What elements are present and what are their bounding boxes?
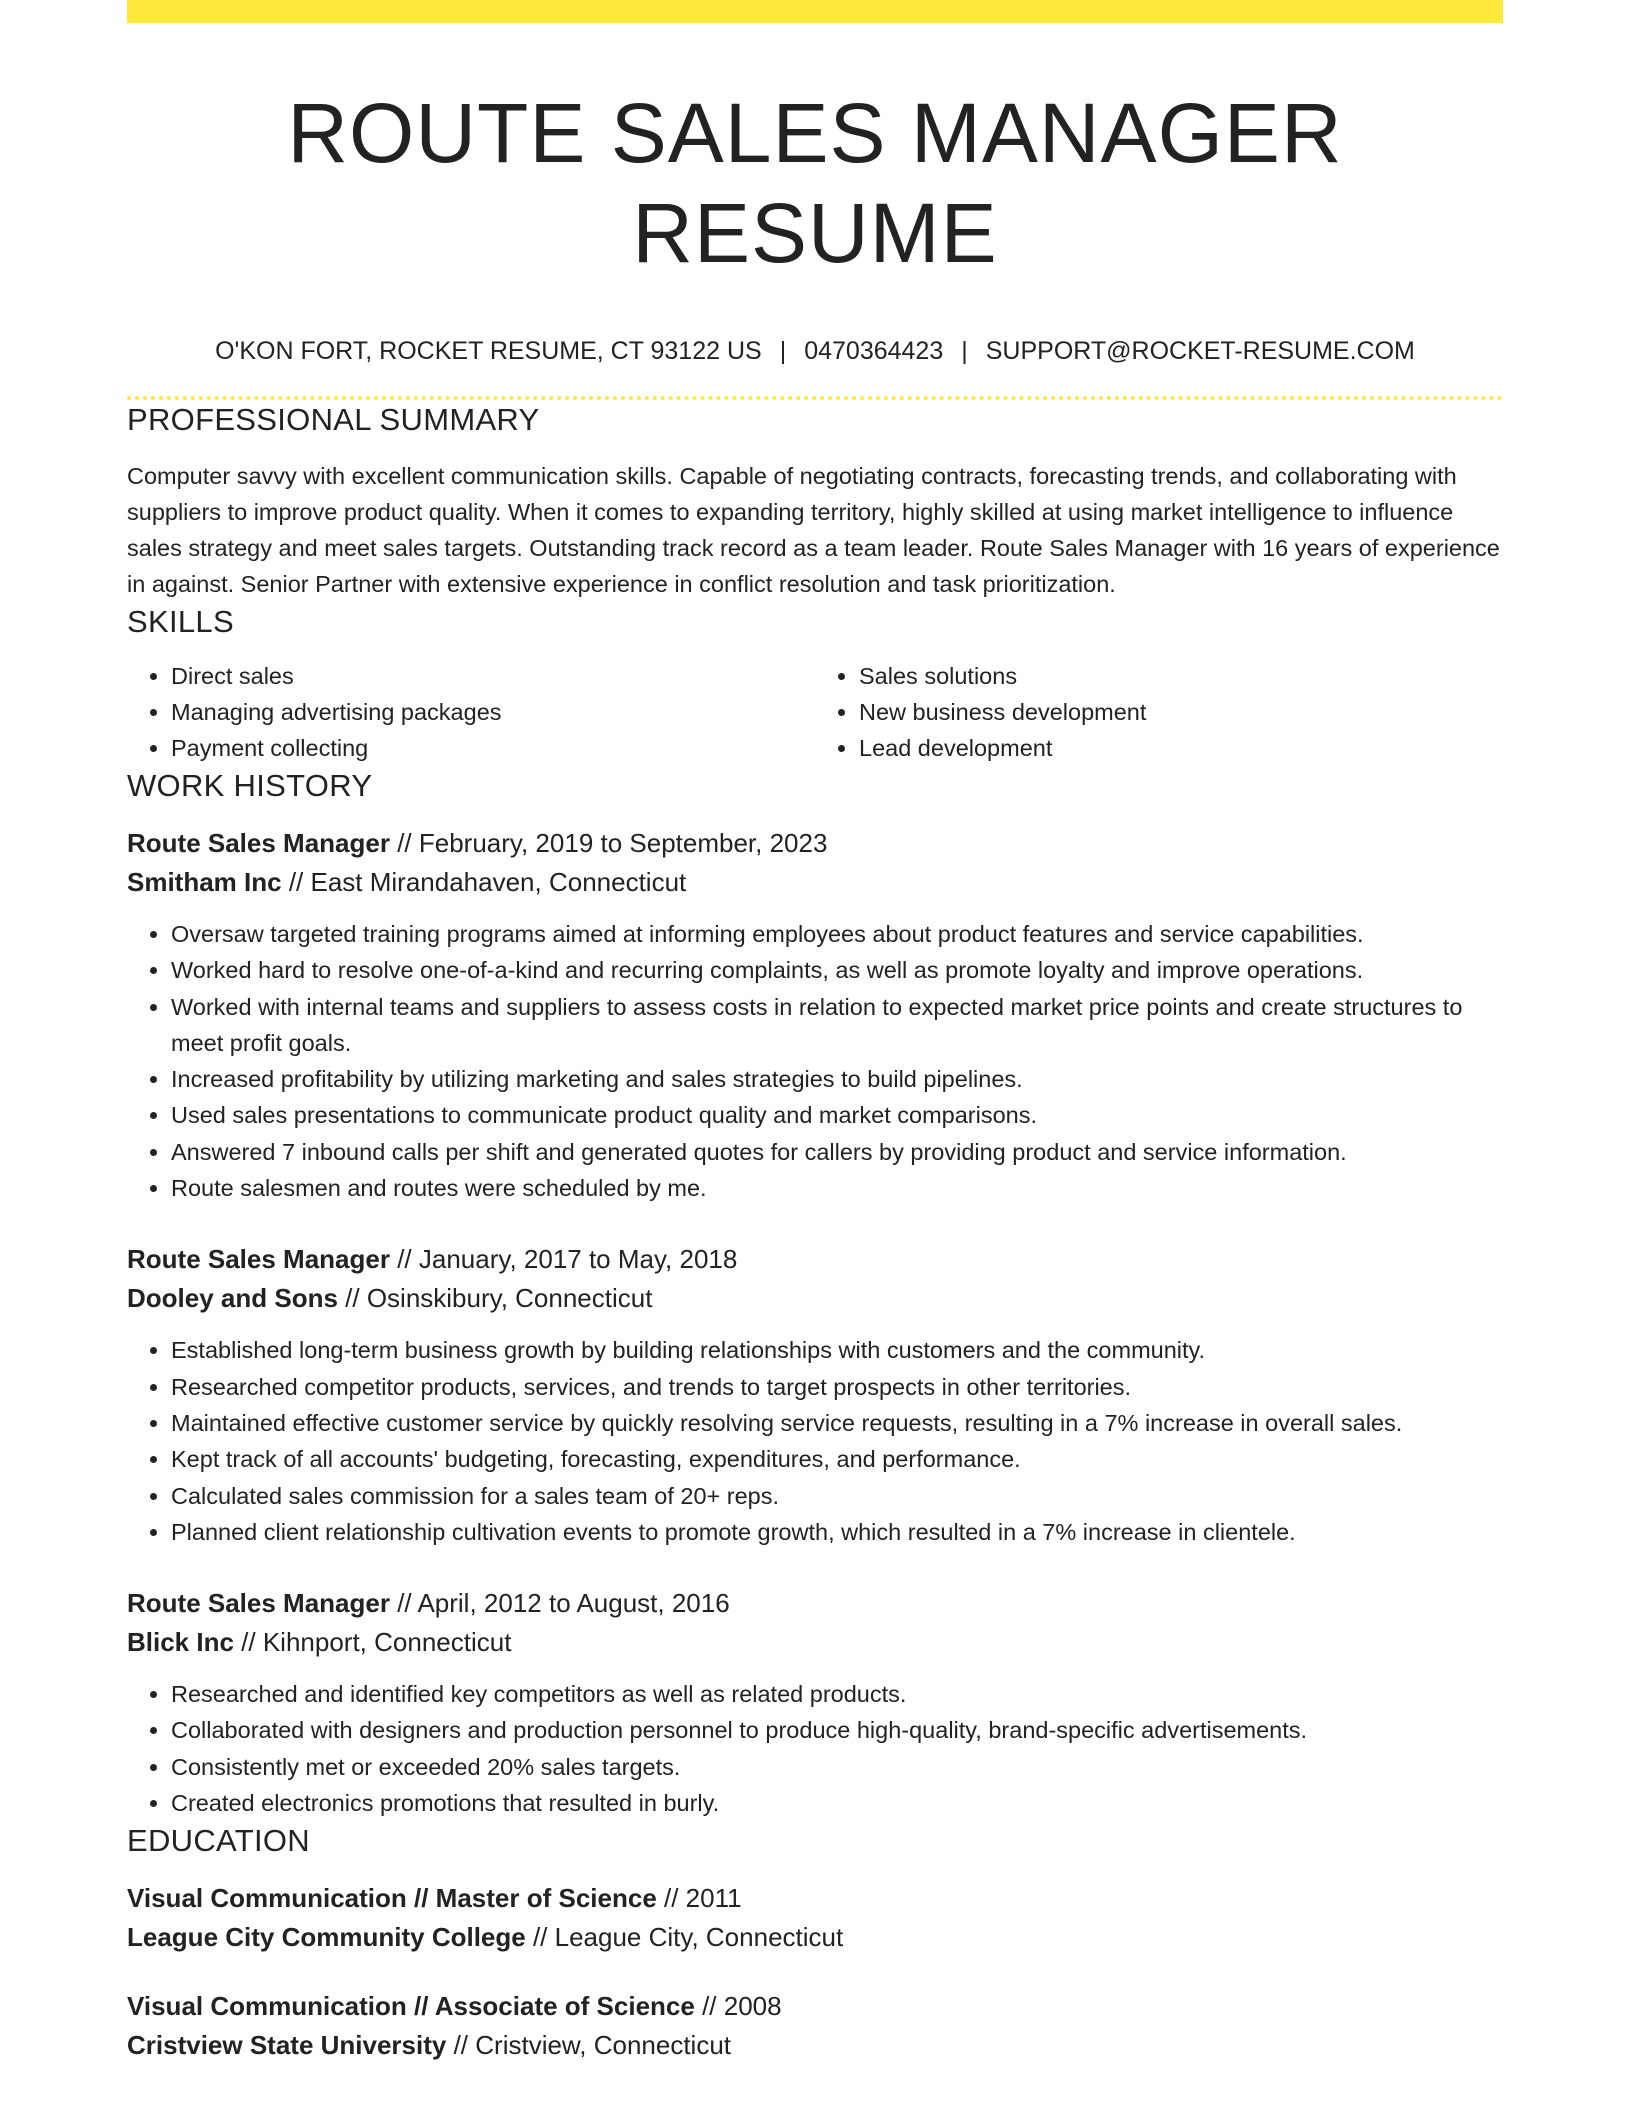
- job-title: Route Sales Manager: [127, 828, 390, 858]
- job-bullet: • Answered 7 inbound calls per shift and generated quotes for callers by providing product and service information.: [171, 1134, 1503, 1170]
- job-title-line: [127, 1584, 1503, 1623]
- job-location: // East Mirandahaven, Connecticut: [281, 867, 687, 897]
- skill-item: • Sales solutions: [859, 658, 1503, 694]
- job-bullets: [127, 916, 1503, 1206]
- summary-text: Computer savvy with excellent communication skills. Capable of negotiating contracts, forecasting trends, and collaborating with suppliers to improve product quality. When it comes to expanding territory, highly skilled at using market intelligence to influence sales strategy and meet sales targets. Outstanding track record as a team leader. Route Sales Manager with 16 years of experience in against. Senior Partner with extensive experience in conflict resolution and task prioritization.: [127, 463, 1500, 597]
- job-title-line: [127, 1240, 1503, 1279]
- job-dates: // April, 2012 to August, 2016: [389, 1588, 730, 1619]
- job-company-line: [127, 863, 1503, 902]
- job-entry: [127, 1240, 1503, 1550]
- work-history-heading: WORK HISTORY: [127, 768, 373, 803]
- job-company: Smitham Inc: [127, 867, 282, 897]
- contact-address: O'KON FORT, ROCKET RESUME, CT 93122 US: [215, 337, 762, 365]
- job-title: Route Sales Manager: [127, 1588, 390, 1619]
- contact-phone: 0470364423: [804, 337, 944, 365]
- skill-item: • Direct sales: [171, 658, 815, 694]
- job-dates: // February, 2019 to September, 2023: [389, 828, 828, 858]
- job-dates: // January, 2017 to May, 2018: [389, 1244, 738, 1275]
- education-school-line: [127, 2026, 1503, 2065]
- job-title-line: [127, 824, 1503, 863]
- job-bullet: • Researched competitor products, services, and trends to target prospects in other territories.: [171, 1369, 1503, 1405]
- education-degree-line: [127, 1879, 1503, 1918]
- job-location: // Osinskibury, Connecticut: [337, 1283, 653, 1314]
- job-bullet: • Used sales presentations to communicate product quality and market comparisons.: [171, 1097, 1503, 1133]
- job-bullet: • Created electronics promotions that resulted in burly.: [171, 1785, 1503, 1821]
- skill-item: • Payment collecting: [171, 730, 815, 766]
- job-company: Dooley and Sons: [127, 1283, 338, 1314]
- education-location: // Cristview, Connecticut: [446, 2030, 732, 2061]
- job-bullet: • Kept track of all accounts' budgeting, forecasting, expenditures, and performance.: [171, 1441, 1503, 1477]
- job-company-line: [127, 1623, 1503, 1662]
- education-school-line: [127, 1918, 1503, 1957]
- skills-list: [127, 658, 1503, 766]
- skills-heading: SKILLS: [127, 604, 234, 639]
- education-location: // League City, Connecticut: [525, 1922, 844, 1953]
- job-bullets: [127, 1332, 1503, 1550]
- education-year: // 2008: [694, 1991, 782, 2022]
- job-entry: [127, 1584, 1503, 1821]
- skills-column-right: [815, 658, 1503, 766]
- job-bullet: • Oversaw targeted training programs aimed at informing employees about product features and service capabilities.: [171, 916, 1503, 952]
- contact-line: [127, 335, 1503, 367]
- job-bullet: • Worked with internal teams and suppliers to assess costs in relation to expected market price points and create structures to meet profit goals.: [171, 989, 1503, 1062]
- contact-separator: |: [961, 337, 968, 365]
- resume-content: [127, 0, 1503, 2065]
- education-school: Cristview State University: [127, 2030, 447, 2061]
- skill-item: • Managing advertising packages: [171, 694, 815, 730]
- job-bullet: • Established long-term business growth by building relationships with customers and the community.: [171, 1332, 1503, 1368]
- education-degree: Visual Communication // Associate of Science: [127, 1991, 695, 2022]
- education-degree-line: [127, 1987, 1503, 2026]
- job-company: Blick Inc: [127, 1627, 234, 1658]
- job-bullet: • Researched and identified key competitors as well as related products.: [171, 1676, 1503, 1712]
- skill-item: • Lead development: [859, 730, 1503, 766]
- job-bullet: • Route salesmen and routes were scheduled by me.: [171, 1170, 1503, 1206]
- contact-email: SUPPORT@ROCKET-RESUME.COM: [985, 337, 1415, 365]
- education-degree: Visual Communication // Master of Science: [127, 1883, 657, 1914]
- education-year: // 2011: [656, 1883, 742, 1914]
- job-bullet: • Planned client relationship cultivation events to promote growth, which resulted in a 7% increase in clientele.: [171, 1514, 1503, 1550]
- education-heading: EDUCATION: [127, 1823, 310, 1859]
- job-location: // Kihnport, Connecticut: [233, 1627, 512, 1658]
- contact-separator: |: [779, 337, 787, 365]
- skill-item: • New business development: [859, 694, 1503, 730]
- education-school: League City Community College: [127, 1922, 526, 1953]
- accent-top-bar: [127, 0, 1503, 23]
- job-bullet: • Maintained effective customer service by quickly resolving service requests, resulting in a 7% increase in overall sales.: [171, 1405, 1503, 1441]
- job-title: Route Sales Manager: [127, 1244, 390, 1275]
- job-bullets: [127, 1676, 1503, 1821]
- summary-heading: PROFESSIONAL SUMMARY: [127, 402, 540, 437]
- skills-column-left: [127, 658, 815, 766]
- job-bullet: • Consistently met or exceeded 20% sales targets.: [171, 1749, 1503, 1785]
- job-bullet: • Collaborated with designers and production personnel to produce high-quality, brand-specific advertisements.: [171, 1712, 1503, 1748]
- job-bullet: • Worked hard to resolve one-of-a-kind and recurring complaints, as well as promote loyalty and improve operations.: [171, 952, 1503, 988]
- job-company-line: [127, 1279, 1503, 1318]
- job-entry: [127, 824, 1503, 1206]
- job-bullet: • Increased profitability by utilizing marketing and sales strategies to build pipelines.: [171, 1061, 1503, 1097]
- education-entry: [127, 1987, 1503, 2065]
- job-bullet: • Calculated sales commission for a sales team of 20+ reps.: [171, 1478, 1503, 1514]
- resume-title: ROUTE SALES MANAGER RESUME: [287, 86, 1343, 280]
- education-entry: [127, 1879, 1503, 1957]
